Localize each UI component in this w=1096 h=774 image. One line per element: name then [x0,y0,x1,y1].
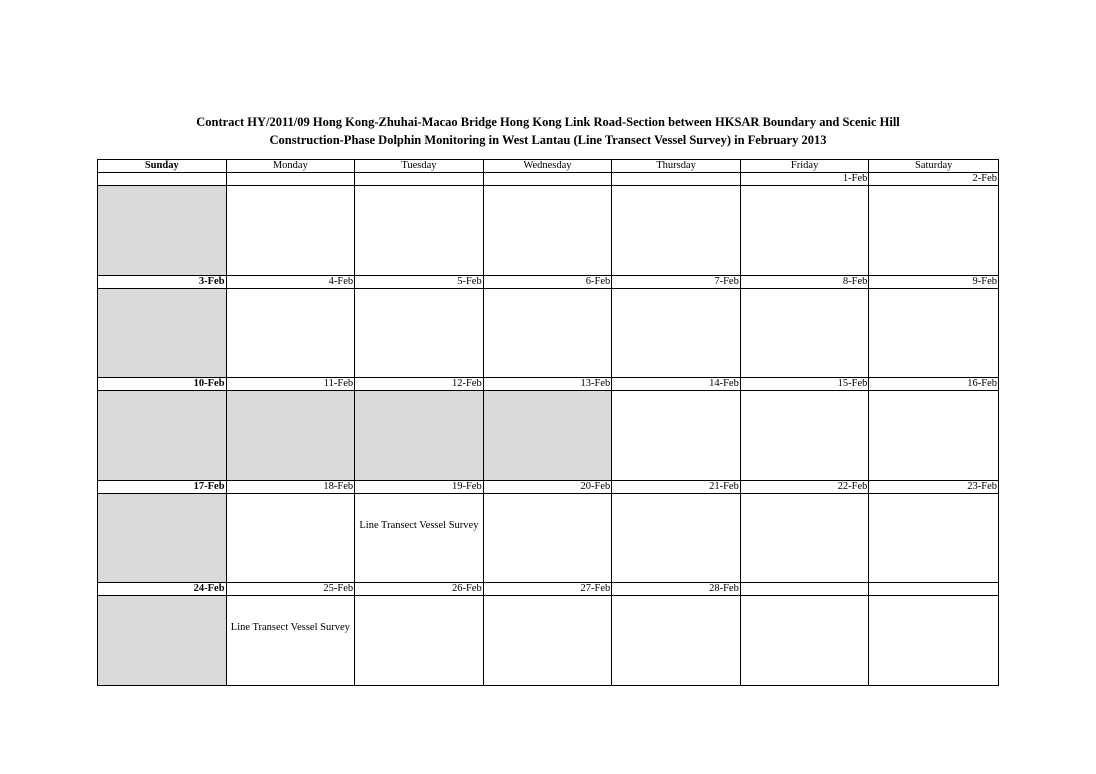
date-label: 25-Feb [227,583,356,596]
day-header-thursday: Thursday [612,160,741,173]
day-header-saturday: Saturday [869,160,998,173]
date-label: 28-Feb [612,583,741,596]
day-header-sunday: Sunday [98,160,227,173]
day-cell [355,289,484,378]
survey-note: Line Transect Vessel Survey [230,622,350,633]
date-label: 26-Feb [355,583,484,596]
date-label: 12-Feb [355,378,484,391]
day-cell [612,596,741,685]
document-subtitle: Construction-Phase Dolphin Monitoring in West Lantau (Line Transect Vessel Survey) in February 2013 [269,133,827,147]
day-cell [227,494,356,583]
date-label: 23-Feb [869,481,998,494]
day-cell [355,494,484,583]
day-cell [98,289,227,378]
day-cell [484,596,613,685]
date-label: 14-Feb [612,378,741,391]
day-cell [612,289,741,378]
day-header-tuesday: Tuesday [355,160,484,173]
day-cell [484,186,613,276]
date-label: 2-Feb [869,173,998,186]
date-label: 10-Feb [98,378,227,391]
date-label: 5-Feb [355,276,484,289]
date-label [484,173,613,186]
date-label [869,583,998,596]
day-cell [227,186,356,276]
date-label: 16-Feb [869,378,998,391]
date-label: 21-Feb [612,481,741,494]
date-label: 13-Feb [484,378,613,391]
date-label: 3-Feb [98,276,227,289]
date-label: 18-Feb [227,481,356,494]
survey-note: Line Transect Vessel Survey [359,520,479,531]
day-cell [741,289,870,378]
day-cell [355,186,484,276]
date-label: 6-Feb [484,276,613,289]
date-label: 11-Feb [227,378,356,391]
date-label: 24-Feb [98,583,227,596]
date-label: 20-Feb [484,481,613,494]
day-cell [741,391,870,481]
day-cell [741,596,870,685]
day-cell [741,186,870,276]
date-label [98,173,227,186]
day-cell [869,289,998,378]
day-cell [484,391,613,481]
date-label [355,173,484,186]
day-cell [98,596,227,685]
day-cell [355,596,484,685]
date-label: 8-Feb [741,276,870,289]
day-cell [869,186,998,276]
date-label [741,583,870,596]
date-label: 15-Feb [741,378,870,391]
date-label: 1-Feb [741,173,870,186]
date-label: 27-Feb [484,583,613,596]
calendar-grid [97,159,999,686]
day-cell [484,289,613,378]
date-label: 9-Feb [869,276,998,289]
day-cell [612,186,741,276]
date-label: 19-Feb [355,481,484,494]
day-cell [227,596,356,685]
day-cell [869,596,998,685]
date-label [227,173,356,186]
day-cell [355,391,484,481]
day-cell [227,289,356,378]
day-cell [98,494,227,583]
day-cell [612,494,741,583]
date-label: 4-Feb [227,276,356,289]
day-cell [869,391,998,481]
day-header-wednesday: Wednesday [484,160,613,173]
day-cell [98,391,227,481]
date-label [612,173,741,186]
date-label: 17-Feb [98,481,227,494]
day-cell [612,391,741,481]
day-cell [98,186,227,276]
day-cell [741,494,870,583]
date-label: 22-Feb [741,481,870,494]
document-title: Contract HY/2011/09 Hong Kong-Zhuhai-Macao Bridge Hong Kong Link Road-Section between HKSAR Boundary and Scenic Hill [196,115,900,129]
day-cell [227,391,356,481]
date-label: 7-Feb [612,276,741,289]
day-cell [484,494,613,583]
day-cell [869,494,998,583]
day-header-monday: Monday [227,160,356,173]
day-header-friday: Friday [741,160,870,173]
